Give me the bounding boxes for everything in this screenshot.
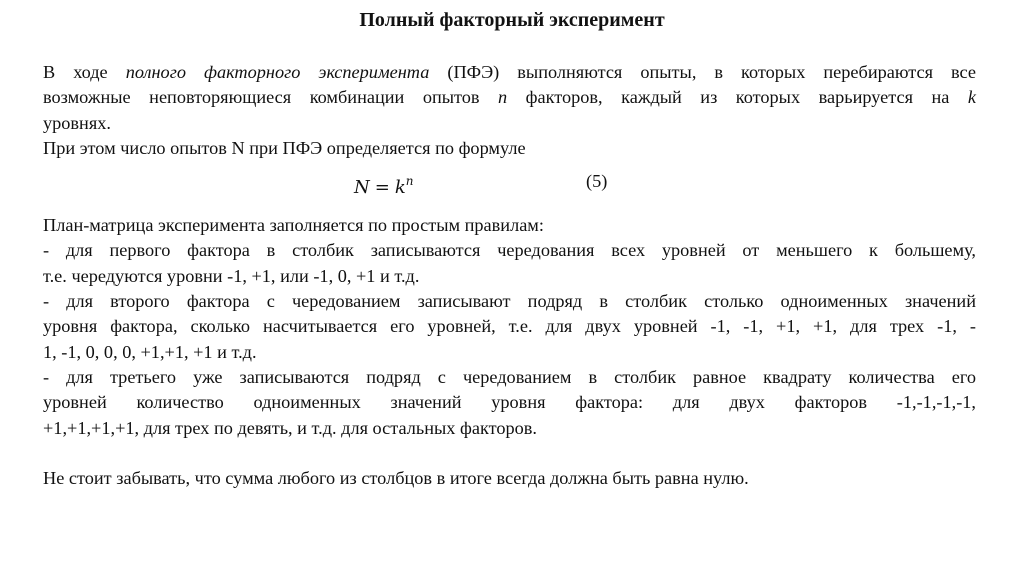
intro-line-1 [43, 60, 976, 85]
intro-text: факторов, каждый из которых варьируется на [507, 87, 968, 108]
intro-line-2 [43, 85, 976, 110]
rule-2-line-1: - для второго фактора с чередованием записывают подряд в столбик столько одноименных значений [43, 291, 976, 312]
formula-lhs: N [354, 177, 370, 199]
rule-3-line-3: +1,+1,+1,+1, для трех по девять, и т.д. для остальных факторов. [43, 417, 537, 438]
spacer [43, 441, 976, 466]
intro-line-4: При этом число опытов N при ПФЭ определяется по формуле [43, 137, 526, 158]
formula-equals: = [374, 177, 390, 199]
intro-text: В ходе [43, 62, 126, 82]
slide-title: Полный факторный эксперимент [359, 9, 665, 31]
rule-1-line-1: - для первого фактора в столбик записываются чередования всех уровней от меньшего к большему, [43, 240, 976, 261]
rule-3-line-2: уровней количество одноименных значений уровня фактора: для двух факторов -1,-1,-1,-1, [43, 392, 976, 413]
rule-3-line-1: - для третьего уже записываются подряд с чередованием в столбик равное квадрату количества его [43, 366, 976, 387]
variable-n: n [498, 87, 508, 108]
formula [354, 169, 414, 200]
formula-number: (5) [586, 171, 608, 192]
intro-line-3: уровнях. [43, 112, 111, 133]
variable-k: k [967, 87, 976, 108]
intro-emphasis: полного факторного эксперимента [125, 62, 430, 82]
intro-text: (ПФЭ) выполняются опыты, в которых перебираются все [429, 62, 976, 82]
plan-heading: План-матрица эксперимента заполняется по простым правилам: [43, 215, 544, 236]
formula-row [43, 161, 976, 213]
slide-body [43, 60, 976, 491]
formula-exponent: n [405, 174, 414, 189]
closing-note: Не стоит забывать, что сумма любого из столбцов в итоге всегда должна быть равна нулю. [43, 467, 749, 488]
intro-text: возможные неповторяющиеся комбинации опытов [43, 87, 499, 108]
rule-2-line-2: уровня фактора, сколько насчитывается его уровней, т.е. для двух уровней -1, -1, +1, +1, для трех -1, - [43, 316, 976, 337]
formula-base: k [394, 177, 406, 199]
rule-2-line-3: 1, -1, 0, 0, 0, +1,+1, +1 и т.д. [43, 341, 257, 362]
rule-1-line-2: т.е. чередуются уровни -1, +1, или -1, 0, +1 и т.д. [43, 265, 420, 286]
